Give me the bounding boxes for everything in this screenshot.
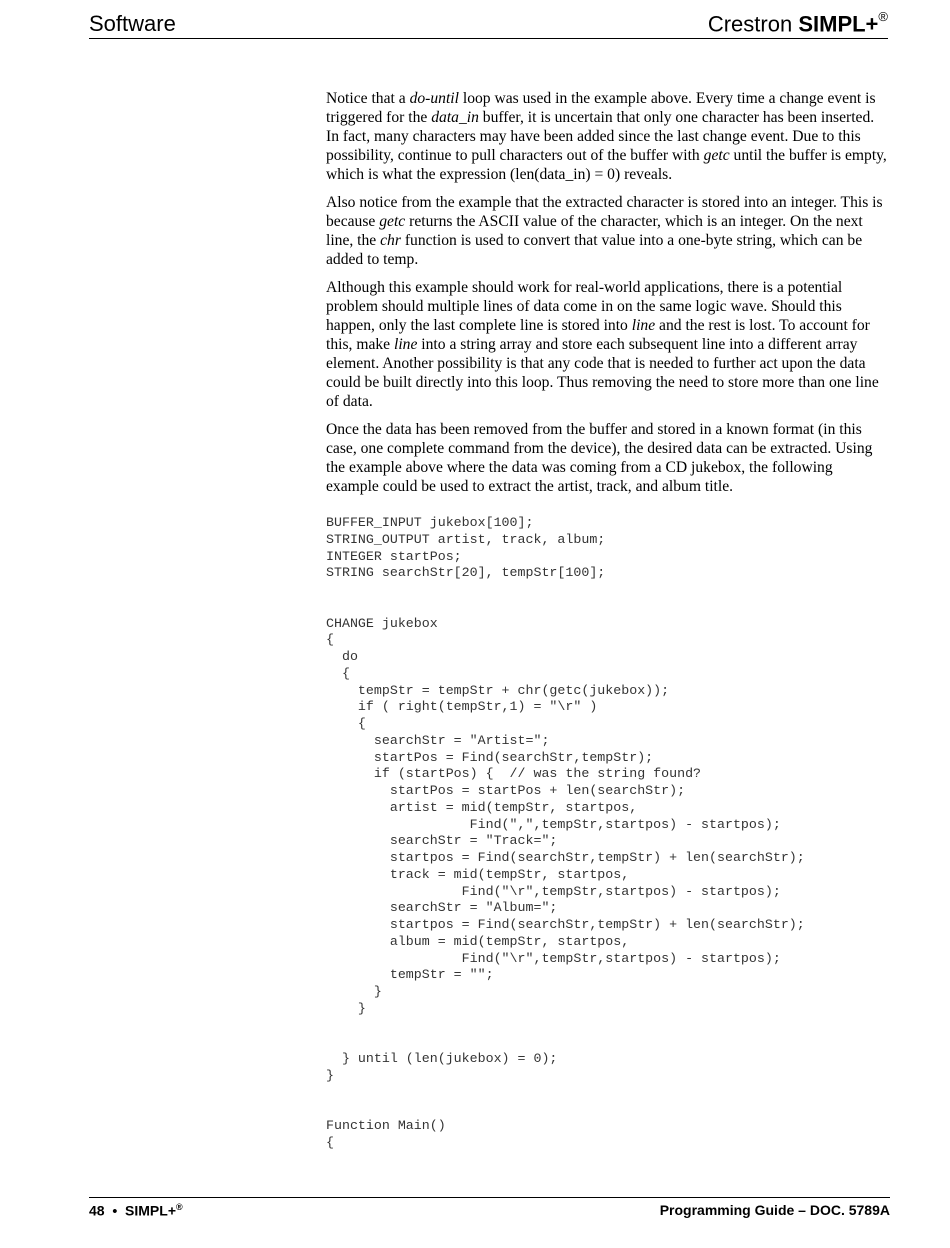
paragraph-getc: Also notice from the example that the extracted character is stored into an integer. This is because getc returns the ASCII value of the character, which is an integer. On the next line, the chr function is used to convert that value into a one-byte string, which can be added to temp. — [326, 194, 883, 268]
page-footer — [89, 1197, 890, 1222]
header-registered-mark: ® — [878, 8, 888, 24]
footer-product: SIMPL+ — [125, 1202, 177, 1219]
italic-term: line — [394, 336, 418, 353]
italic-term: line — [631, 317, 656, 334]
footer-doc-title: Programming Guide – DOC. 5789A — [659, 1202, 890, 1218]
header-section-title: Software — [89, 11, 176, 36]
italic-term: getc — [379, 213, 406, 230]
footer-left — [89, 1202, 183, 1219]
header-product-title — [707, 8, 888, 37]
paragraph-extract-data: Once the data has been removed from the buffer and stored in a known format (in this case, one complete command from the device), the desired data can be extracted. Using the example above where the data was coming from a CD jukebox, the following example could be used to extract the artist, track, and album title. — [326, 421, 873, 495]
italic-term: chr — [380, 232, 401, 249]
page-header — [89, 10, 888, 39]
header-product-name: SIMPL+ — [798, 11, 879, 36]
paragraph-do-until: Notice that a do-until loop was used in the example above. Every time a change event is triggered for the data_in buffer, it is uncertain that only one character has been inserted. In fact, many characters may have been added since the last change event. Due to this possibility, continue to pull characters out of the buffer with getc until the buffer is empty, which is what the expression (len(data_in) = 0) reveals. — [326, 90, 887, 183]
italic-term: do-until — [409, 90, 459, 107]
italic-term: getc — [703, 147, 730, 164]
paragraph-multiple-lines: Although this example should work for real-world applications, there is a potential problem should multiple lines of data come in on the same logic wave. Should this happen, only the last complete line is stored into line and the rest is lost. To account for this, make line into a string array and store each subsequent line into a different array element. Another possibility is that any code that is needed to further act upon the data could be built directly into this loop. Thus removing the need to store more than one line of data. — [326, 279, 879, 410]
page-number: 48 — [89, 1202, 105, 1219]
code-listing: BUFFER_INPUT jukebox[100]; STRING_OUTPUT artist, track, album; INTEGER startPos; STRING searchStr[20], tempStr[100]; CHANGE jukebox { do { tempStr = tempStr + chr(getc(jukebox)); if ( right(tempStr,1) = "\r" ) { searchStr = "Artist="; startPos = Find(searchStr,tempStr); if (startPos) { // was the string found? startPos = startPos + len(searchStr); artist = mid(tempStr, startpos, Find(",",tempStr,startpos) - startpos); searchStr = "Track="; startpos = Find(searchStr,tempStr) + len(searchStr); track = mid(tempStr, startpos, Find("\r",tempStr,startpos) - startpos); searchStr = "Album="; startpos = Find(searchStr,tempStr) + len(searchStr); album = mid(tempStr, startpos, Find("\r",tempStr,startpos) - startpos); tempStr = ""; } } } until (len(jukebox) = 0); } Function Main() { — [326, 515, 805, 1150]
italic-term: data_in — [431, 109, 479, 126]
body-text — [326, 89, 888, 505]
header-product-prefix: Crestron — [707, 11, 799, 36]
footer-registered-mark: ® — [176, 1202, 183, 1212]
footer-bullet: • — [112, 1202, 118, 1219]
